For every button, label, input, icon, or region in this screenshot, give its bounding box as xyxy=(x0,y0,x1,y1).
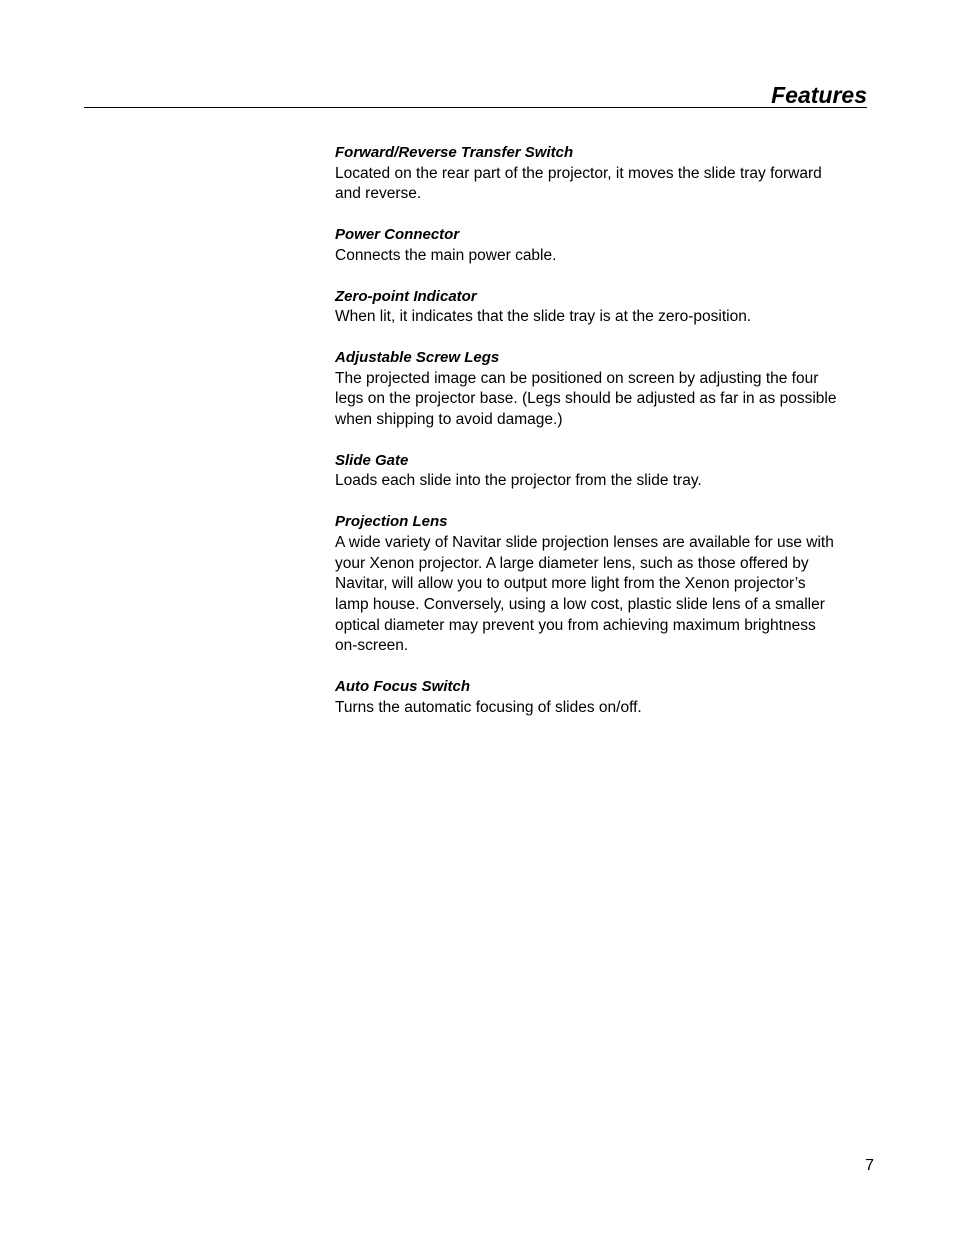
feature-description: Connects the main power cable. xyxy=(335,246,557,264)
feature-heading: Slide Gate xyxy=(335,451,409,469)
feature-adjustable-screw-legs xyxy=(335,348,875,431)
feature-auto-focus-switch xyxy=(335,677,875,718)
feature-projection-lens xyxy=(335,512,875,657)
feature-description: Loads each slide into the projector from the slide tray. xyxy=(335,472,702,490)
feature-description: When lit, it indicates that the slide tray is at the zero-position. xyxy=(335,308,752,326)
feature-power-connector xyxy=(335,225,875,266)
feature-heading: Zero-point Indicator xyxy=(335,287,477,305)
feature-heading: Forward/Reverse Transfer Switch xyxy=(335,144,574,161)
feature-description: The projected image can be positioned on screen by adjusting the four legs on the projector base. (Legs should be adjusted as far in as possible when shipping to avoid damage.) xyxy=(335,369,837,429)
feature-description: Located on the rear part of the projector, it moves the slide tray forward and reverse. xyxy=(335,164,822,203)
feature-description: A wide variety of Navitar slide projection lenses are available for use with your Xenon projector. A large diameter lens, such as those offered by Navitar, will allow you to output more light from the Xenon projector’s lamp house. Conversely, using a low cost, plastic slide lens of a smaller optical diameter may prevent you from achieving maximum brightness on-screen. xyxy=(335,533,834,655)
feature-forward-reverse-transfer-switch xyxy=(335,143,875,205)
page-title: Features xyxy=(771,82,867,108)
feature-heading: Power Connector xyxy=(335,226,460,244)
features-list xyxy=(335,143,875,738)
feature-heading: Auto Focus Switch xyxy=(335,678,470,696)
feature-heading: Adjustable Screw Legs xyxy=(335,348,500,366)
feature-zero-point-indicator xyxy=(335,287,875,328)
feature-heading: Projection Lens xyxy=(335,513,448,531)
page-number: 7 xyxy=(865,1157,874,1174)
feature-description: Turns the automatic focusing of slides on/off. xyxy=(335,698,642,716)
header-rule xyxy=(84,107,867,108)
feature-slide-gate xyxy=(335,451,875,492)
